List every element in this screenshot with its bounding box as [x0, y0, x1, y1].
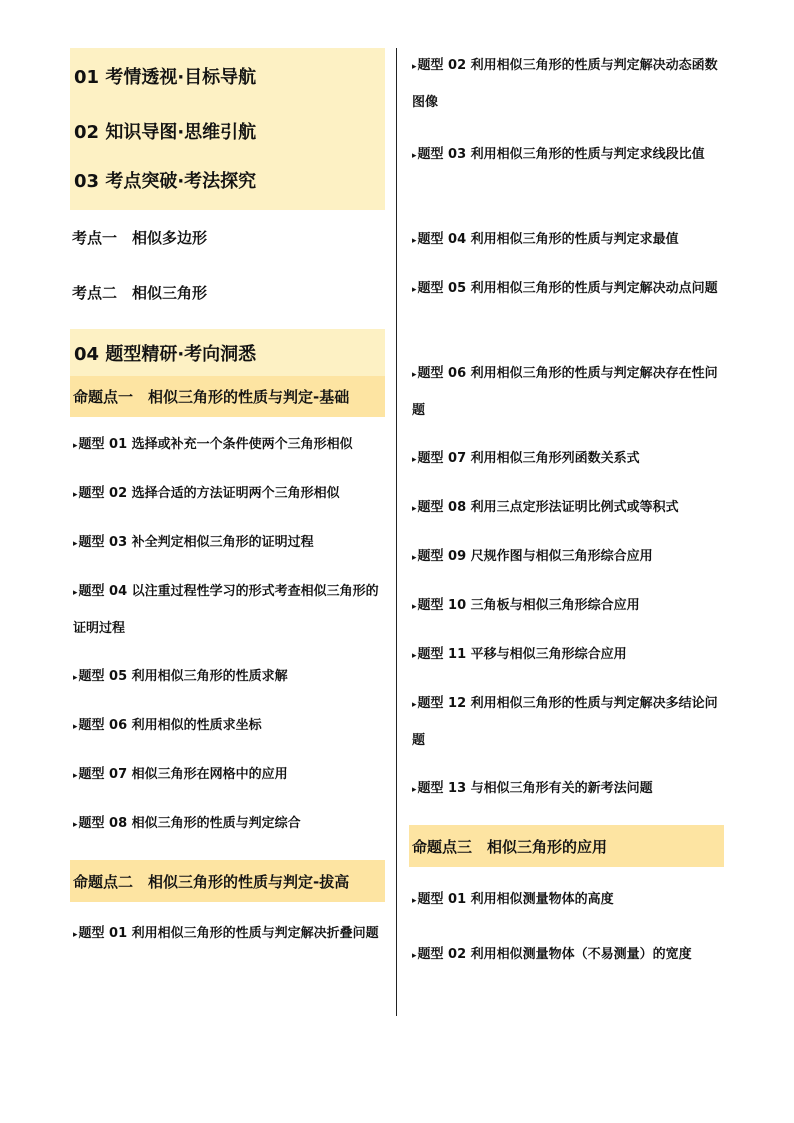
list-item[interactable]: ▸题型 11 平移与相似三角形综合应用 — [412, 647, 627, 662]
list-item[interactable]: ▸题型 08 利用三点定形法证明比例式或等积式 — [412, 500, 679, 515]
toc-right-column — [409, 48, 724, 977]
triangle-marker-icon: ▸ — [412, 651, 417, 661]
triangle-marker-icon: ▸ — [412, 285, 417, 295]
triangle-marker-icon: ▸ — [412, 455, 417, 465]
group1-list — [70, 427, 385, 855]
group3-list — [409, 882, 724, 977]
list-item[interactable]: ▸题型 08 相似三角形的性质与判定综合 — [73, 816, 301, 831]
triangle-marker-icon: ▸ — [73, 722, 78, 732]
toc-left-column — [70, 48, 385, 988]
list-item[interactable]: ▸题型 09 尺规作图与相似三角形综合应用 — [412, 549, 653, 564]
triangle-marker-icon: ▸ — [412, 62, 417, 72]
triangle-marker-icon: ▸ — [412, 553, 417, 563]
list-item[interactable]: ▸题型 07 利用相似三角形列函数关系式 — [412, 451, 640, 466]
list-item[interactable]: ▸题型 02 选择合适的方法证明两个三角形相似 — [73, 486, 340, 501]
kaodian-item-1[interactable]: 考点一 相似多边形 — [72, 229, 208, 247]
list-item[interactable]: ▸题型 04 利用相似三角形的性质与判定求最值 — [412, 232, 679, 247]
triangle-marker-icon: ▸ — [412, 785, 417, 795]
triangle-marker-icon: ▸ — [412, 700, 417, 710]
triangle-marker-icon: ▸ — [73, 930, 78, 940]
list-item[interactable]: ▸题型 02 利用相似三角形的性质与判定解决动态函数图像 — [412, 58, 718, 110]
section-heading-3[interactable]: 03 考点突破·考法探究 — [70, 158, 385, 210]
triangle-marker-icon: ▸ — [412, 370, 417, 380]
list-item[interactable]: ▸题型 06 利用相似的性质求坐标 — [73, 718, 262, 733]
section-heading-1[interactable]: 01 考情透视·目标导航 — [70, 48, 385, 103]
list-item[interactable]: ▸题型 12 利用相似三角形的性质与判定解决多结论问题 — [412, 696, 718, 748]
list-item[interactable]: ▸题型 13 与相似三角形有关的新考法问题 — [412, 781, 653, 796]
triangle-marker-icon: ▸ — [73, 539, 78, 549]
triangle-marker-icon: ▸ — [73, 771, 78, 781]
list-item[interactable]: ▸题型 05 利用相似三角形的性质与判定解决动点问题 — [412, 281, 718, 296]
triangle-marker-icon: ▸ — [412, 896, 417, 906]
triangle-marker-icon: ▸ — [73, 588, 78, 598]
list-item[interactable]: ▸题型 01 选择或补充一个条件使两个三角形相似 — [73, 437, 353, 452]
list-item[interactable]: ▸题型 02 利用相似测量物体（不易测量）的宽度 — [412, 947, 692, 962]
triangle-marker-icon: ▸ — [73, 673, 78, 683]
list-item[interactable]: ▸题型 01 利用相似测量物体的高度 — [412, 892, 614, 907]
section-heading-4[interactable]: 04 题型精研·考向洞悉 — [70, 329, 385, 376]
triangle-marker-icon: ▸ — [412, 951, 417, 961]
list-item[interactable]: ▸题型 07 相似三角形在网格中的应用 — [73, 767, 288, 782]
list-item[interactable]: ▸题型 03 补全判定相似三角形的证明过程 — [73, 535, 314, 550]
mingti-heading-3[interactable]: 命题点三 相似三角形的应用 — [409, 825, 724, 867]
mingti-heading-1[interactable]: 命题点一 相似三角形的性质与判定-基础 — [70, 376, 385, 417]
list-item[interactable]: ▸题型 06 利用相似三角形的性质与判定解决存在性问题 — [412, 366, 718, 418]
triangle-marker-icon: ▸ — [73, 441, 78, 451]
triangle-marker-icon: ▸ — [412, 236, 417, 246]
kaodian-item-2[interactable]: 考点二 相似三角形 — [72, 284, 208, 302]
column-divider — [396, 48, 397, 1016]
mingti-heading-2[interactable]: 命题点二 相似三角形的性质与判定-拔高 — [70, 860, 385, 902]
list-item[interactable]: ▸题型 10 三角板与相似三角形综合应用 — [412, 598, 640, 613]
section-heading-2[interactable]: 02 知识导图·思维引航 — [70, 103, 385, 158]
list-item[interactable]: ▸题型 01 利用相似三角形的性质与判定解决折叠问题 — [73, 926, 379, 941]
triangle-marker-icon: ▸ — [412, 151, 417, 161]
triangle-marker-icon: ▸ — [412, 504, 417, 514]
triangle-marker-icon: ▸ — [73, 490, 78, 500]
triangle-marker-icon: ▸ — [412, 602, 417, 612]
group2-list — [409, 48, 724, 817]
list-item[interactable]: ▸题型 05 利用相似三角形的性质求解 — [73, 669, 288, 684]
list-item[interactable]: ▸题型 04 以注重过程性学习的形式考查相似三角形的证明过程 — [73, 584, 379, 636]
triangle-marker-icon: ▸ — [73, 820, 78, 830]
list-item[interactable]: ▸题型 03 利用相似三角形的性质与判定求线段比值 — [412, 147, 705, 162]
group2-list-start — [70, 916, 385, 988]
